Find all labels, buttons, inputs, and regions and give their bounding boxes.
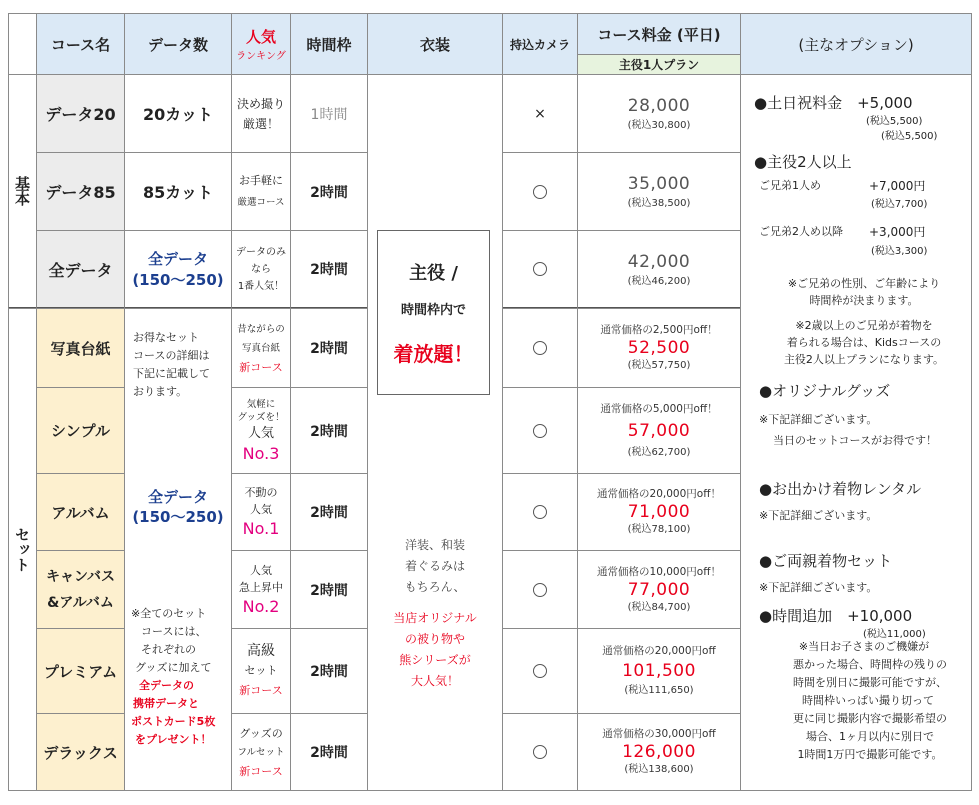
price-discount: 通常価格の5,000円off！: [600, 402, 718, 415]
time-cell: [290, 152, 368, 231]
camera-cell: [502, 628, 578, 714]
set-note: [133, 329, 210, 401]
ranking-text: 不動の: [244, 486, 278, 499]
option-note-line: 時間を別日に撮影可能ですが、: [793, 676, 947, 689]
header-fee: [577, 13, 741, 55]
data-count: 85カット: [142, 183, 214, 202]
header-options: [740, 13, 972, 75]
price-tax: (税込111,650): [624, 685, 694, 696]
costume-text-line: 洋装、和装: [404, 538, 465, 552]
time-cell: [290, 550, 368, 629]
course-all-data: [36, 230, 125, 309]
price-cell: [577, 628, 741, 714]
camera-allowed-icon: [533, 664, 547, 678]
camera-allowed-icon: [533, 505, 547, 519]
course-name: キャンバス: [45, 568, 116, 585]
option-note-line: 時間枠いっぱい撮り切って: [802, 694, 934, 707]
header-popular-label: 人気: [245, 28, 276, 46]
course-name: &アルバム: [47, 594, 114, 611]
option-sibling1: ご兄弟1人め: [759, 179, 821, 192]
ranking-cell: [231, 74, 291, 153]
option-rental: ●お出かけ着物レンタル: [759, 480, 922, 498]
course-deluxe: [36, 713, 125, 791]
ranking-text: フルセット: [237, 746, 285, 758]
header-options-label: (主なオプション): [798, 35, 914, 54]
ranking-text: 人気: [250, 503, 272, 516]
costume-box: [377, 230, 490, 395]
costume-column: [367, 74, 503, 791]
ranking-text: お手軽に: [239, 173, 283, 187]
time-cell: [290, 230, 368, 309]
ranking-cell: [231, 713, 291, 791]
set-gift-line: それぞれの: [141, 643, 196, 656]
ranking-text: グッズの: [239, 726, 283, 740]
header-time-label: 時間枠: [306, 35, 352, 54]
price-tax: (税込57,750): [627, 360, 691, 371]
data-count: (150〜250): [132, 271, 224, 289]
time-cell: [290, 713, 368, 791]
time-value: 2時間: [310, 505, 348, 521]
price-cell: [577, 713, 741, 791]
price-tax: (税込138,600): [624, 764, 694, 775]
header-course-label: コース名: [50, 35, 111, 54]
ranking-text: 昔ながらの: [237, 323, 285, 335]
data-count-cell: [124, 74, 232, 153]
camera-not-allowed: ×: [534, 105, 546, 122]
ranking-text: 人気: [250, 563, 272, 577]
option-parents-note: ※下記詳細ございます。: [759, 581, 878, 594]
ranking-cell: [231, 550, 291, 629]
option-note-line: 更に同じ撮影内容で撮影希望の: [793, 712, 947, 725]
ranking-new: 新コース: [239, 360, 283, 374]
header-corner: [8, 13, 37, 75]
camera-allowed-icon: [533, 745, 547, 759]
camera-cell: [502, 74, 578, 153]
course-name: 写真台紙: [50, 339, 111, 358]
ranking-cell: [231, 230, 291, 309]
time-value: 2時間: [310, 341, 348, 357]
header-fee-sub: [577, 54, 741, 75]
ranking-cell: [231, 152, 291, 231]
camera-cell: [502, 550, 578, 629]
price-discount: 通常価格の10,000円off！: [597, 565, 721, 578]
camera-allowed-icon: [533, 185, 547, 199]
group-basic-label: 基本: [13, 176, 31, 206]
set-all-data-line: 全データ: [147, 488, 208, 506]
price-value: 71,000: [627, 502, 691, 522]
time-cell: [290, 628, 368, 714]
camera-cell: [502, 387, 578, 474]
price-discount: 通常価格の20,000円off！: [597, 488, 721, 500]
camera-cell: [502, 713, 578, 791]
costume-text-line: 着ぐるみは: [404, 559, 465, 573]
set-note-line: 下記に記載して: [133, 367, 210, 380]
set-data-column: [124, 308, 232, 791]
option-sibling2-price: +3,000円: [869, 225, 926, 239]
price-tax: (税込78,100): [627, 524, 691, 535]
price-value: 42,000: [627, 251, 691, 272]
ranking-cell: [231, 628, 291, 714]
ranking-text: 決め撮り: [236, 96, 285, 111]
time-value: 2時間: [310, 184, 348, 201]
header-popular: [231, 13, 291, 75]
price-tax: (税込84,700): [627, 601, 691, 613]
course-name: デラックス: [43, 743, 118, 762]
price-tax: (税込62,700): [627, 446, 691, 458]
price-discount: 通常価格の30,000円off: [602, 728, 716, 740]
course-name: データ20: [45, 105, 116, 124]
costume-box-sub: 時間枠内で: [400, 302, 466, 318]
option-goods: ●オリジナルグッズ: [759, 382, 891, 400]
header-fee-label: コース料金 (平日): [597, 25, 721, 44]
price-tax: (税込30,800): [627, 120, 691, 131]
price-cell: [577, 152, 741, 231]
price-value: 101,500: [622, 661, 696, 681]
camera-cell: [502, 473, 578, 551]
option-note-line: 1時間1万円で撮影可能です。: [797, 748, 943, 761]
option-holiday-tax: (税込5,500): [866, 116, 923, 127]
set-gift-line: コースには、: [141, 625, 207, 638]
option-parents: ●ご両親着物セット: [759, 552, 893, 570]
course-name: データ85: [45, 183, 116, 202]
option-sibling2-tax: (税込3,300): [871, 246, 928, 257]
option-note2: [759, 317, 969, 368]
course-name: プレミアム: [43, 662, 118, 681]
option-rental-note: ※下記詳細ございます。: [759, 509, 878, 522]
set-gift-line: グッズに加えて: [135, 661, 212, 674]
price-tax: (税込46,200): [627, 275, 691, 287]
price-cell: [577, 230, 741, 309]
ranking-text: 急上昇中: [239, 580, 283, 594]
time-value: 2時間: [310, 745, 348, 761]
time-value: 2時間: [310, 664, 348, 680]
option-goods-note: 当日のセットコースがお得です！: [773, 434, 938, 447]
course-photo-mount: [36, 308, 125, 388]
set-gift-red-line: をプレゼント！: [135, 733, 212, 746]
camera-allowed-icon: [533, 262, 547, 276]
ranking-text: 1番人気！: [237, 280, 285, 292]
camera-allowed-icon: [533, 424, 547, 438]
option-holiday: ●土日祝料金 +5,000: [754, 94, 913, 112]
set-gift-line: ※全てのセット: [131, 607, 207, 620]
ranking-new: 新コース: [239, 684, 283, 697]
time-value: 2時間: [310, 423, 348, 440]
time-cell: [290, 74, 368, 153]
data-count: 全データ: [147, 250, 208, 268]
header-costume: [367, 13, 503, 75]
price-tax: (税込38,500): [627, 198, 691, 209]
ranking-cell: [231, 308, 291, 388]
option-note-line: ※2歳以上のご兄弟が着物を: [795, 319, 933, 332]
camera-allowed-icon: [533, 341, 547, 355]
set-note-line: お得なセット: [133, 331, 199, 344]
set-all-data-line: (150〜250): [132, 508, 224, 526]
option-note-line: 場合、1ヶ月以内に別日で: [806, 730, 934, 743]
data-count: 20カット: [142, 105, 214, 124]
costume-red-line: 熊シリーズが: [399, 653, 471, 667]
ranking-cell: [231, 387, 291, 474]
group-set: [8, 308, 37, 791]
costume-text: [368, 535, 502, 692]
ranking-text: 高級: [247, 643, 275, 659]
price-value: 57,000: [627, 420, 691, 441]
costume-box-highlight: 着放題！: [393, 341, 474, 366]
price-cell: [577, 308, 741, 388]
costume-box-main: 主役 /: [409, 262, 458, 284]
course-data20: [36, 74, 125, 153]
header-ranking-label: ランキング: [236, 51, 286, 62]
camera-cell: [502, 152, 578, 231]
time-value: 2時間: [310, 582, 348, 599]
ranking-text: データのみ: [236, 246, 286, 258]
price-cell: [577, 550, 741, 629]
course-name: シンプル: [50, 422, 111, 440]
course-name: 全データ: [48, 260, 113, 280]
group-basic: [8, 74, 37, 309]
price-value: 77,000: [627, 579, 691, 600]
set-gift: [131, 605, 215, 749]
data-count-cell: [124, 230, 232, 309]
time-cell: [290, 473, 368, 551]
camera-cell: [502, 308, 578, 388]
group-set-label: セット: [13, 527, 31, 572]
option-note-line: 悪かった場合、時間枠の残りの: [793, 658, 947, 671]
course-premium: [36, 628, 125, 714]
costume-red-line: の被り物や: [404, 632, 465, 646]
option-note-line: ※当日お子さまのご機嫌が: [798, 640, 930, 653]
header-data-count: [124, 13, 232, 75]
option-goods-note: ※下記詳細ございます。: [759, 413, 878, 426]
set-gift-red-line: 全データの: [139, 679, 194, 692]
header-data-count-label: データ数: [147, 35, 208, 54]
ranking-text: 厳選！: [242, 116, 279, 131]
ranking-text: 厳選コース: [237, 196, 285, 208]
ranking-new: 新コース: [239, 764, 283, 778]
course-data85: [36, 152, 125, 231]
course-name: アルバム: [51, 503, 110, 522]
ranking-text: 写真台紙: [241, 342, 280, 354]
header-camera-label: 持込カメラ: [509, 37, 570, 52]
ranking-cell: [231, 473, 291, 551]
option-two-leads: ●主役2人以上: [754, 153, 852, 171]
time-value: 1時間: [310, 106, 348, 123]
set-gift-red-line: ポストカード5枚: [131, 715, 216, 728]
header-course: [36, 13, 125, 75]
price-value: 35,000: [627, 174, 691, 194]
ranking-number: No.3: [242, 443, 280, 463]
price-discount: 通常価格の20,000円off: [602, 645, 716, 657]
option-holiday-tax: (税込5,500): [881, 131, 938, 142]
price-cell: [577, 473, 741, 551]
option-note-line: 主役2人以上プランになります。: [783, 353, 945, 366]
option-sibling1-price: +7,000円: [869, 179, 926, 193]
costume-red-line: 当店オリジナル: [393, 611, 477, 625]
camera-allowed-icon: [533, 583, 547, 597]
ranking-text: 人気: [247, 425, 274, 441]
price-value: 52,500: [627, 338, 691, 358]
time-cell: [290, 387, 368, 474]
set-note-line: コースの詳細は: [133, 349, 210, 362]
option-note1: [759, 275, 969, 309]
header-camera: [502, 13, 578, 75]
option-sibling2: ご兄弟2人め以降: [759, 225, 843, 238]
course-canvas-album: [36, 550, 125, 629]
options-column: [740, 74, 972, 791]
option-note-line: 時間枠が決まります。: [809, 294, 919, 307]
header-costume-label: 衣装: [419, 35, 450, 54]
time-value: 2時間: [310, 262, 348, 278]
camera-cell: [502, 230, 578, 309]
course-album: [36, 473, 125, 551]
price-cell: [577, 74, 741, 153]
option-sibling1-tax: (税込7,700): [871, 199, 928, 210]
option-note-line: ※ご兄弟の性別、ご年齢により: [787, 277, 941, 290]
set-all-data: [125, 487, 231, 527]
option-extra-time: ●時間追加 +10,000: [759, 607, 913, 625]
option-extra-note: [757, 638, 971, 764]
ranking-number: No.1: [242, 519, 280, 538]
price-value: 126,000: [622, 742, 696, 762]
data-count-cell: [124, 152, 232, 231]
price-value: 28,000: [627, 96, 691, 116]
ranking-text: なら: [251, 263, 271, 275]
costume-red-line: 大人気！: [410, 674, 459, 688]
option-note-line: 着られる場合は、Kidsコースの: [786, 336, 942, 349]
ranking-text: 気軽に: [246, 398, 276, 410]
costume-text-line: もちろん、: [404, 580, 466, 594]
course-simple: [36, 387, 125, 474]
ranking-number: No.2: [242, 596, 280, 616]
ranking-text: グッズを！: [237, 411, 285, 423]
set-note-line: おります。: [133, 385, 188, 398]
ranking-text: セット: [244, 664, 278, 677]
header-fee-sub-label: 主役1人プラン: [618, 58, 700, 72]
price-cell: [577, 387, 741, 474]
time-cell: [290, 308, 368, 388]
set-gift-red-line: 携帯データと: [133, 697, 199, 710]
header-time: [290, 13, 368, 75]
option-extra-time-tax: (税込11,000): [863, 629, 926, 640]
price-discount: 通常価格の2,500円off！: [600, 324, 718, 336]
